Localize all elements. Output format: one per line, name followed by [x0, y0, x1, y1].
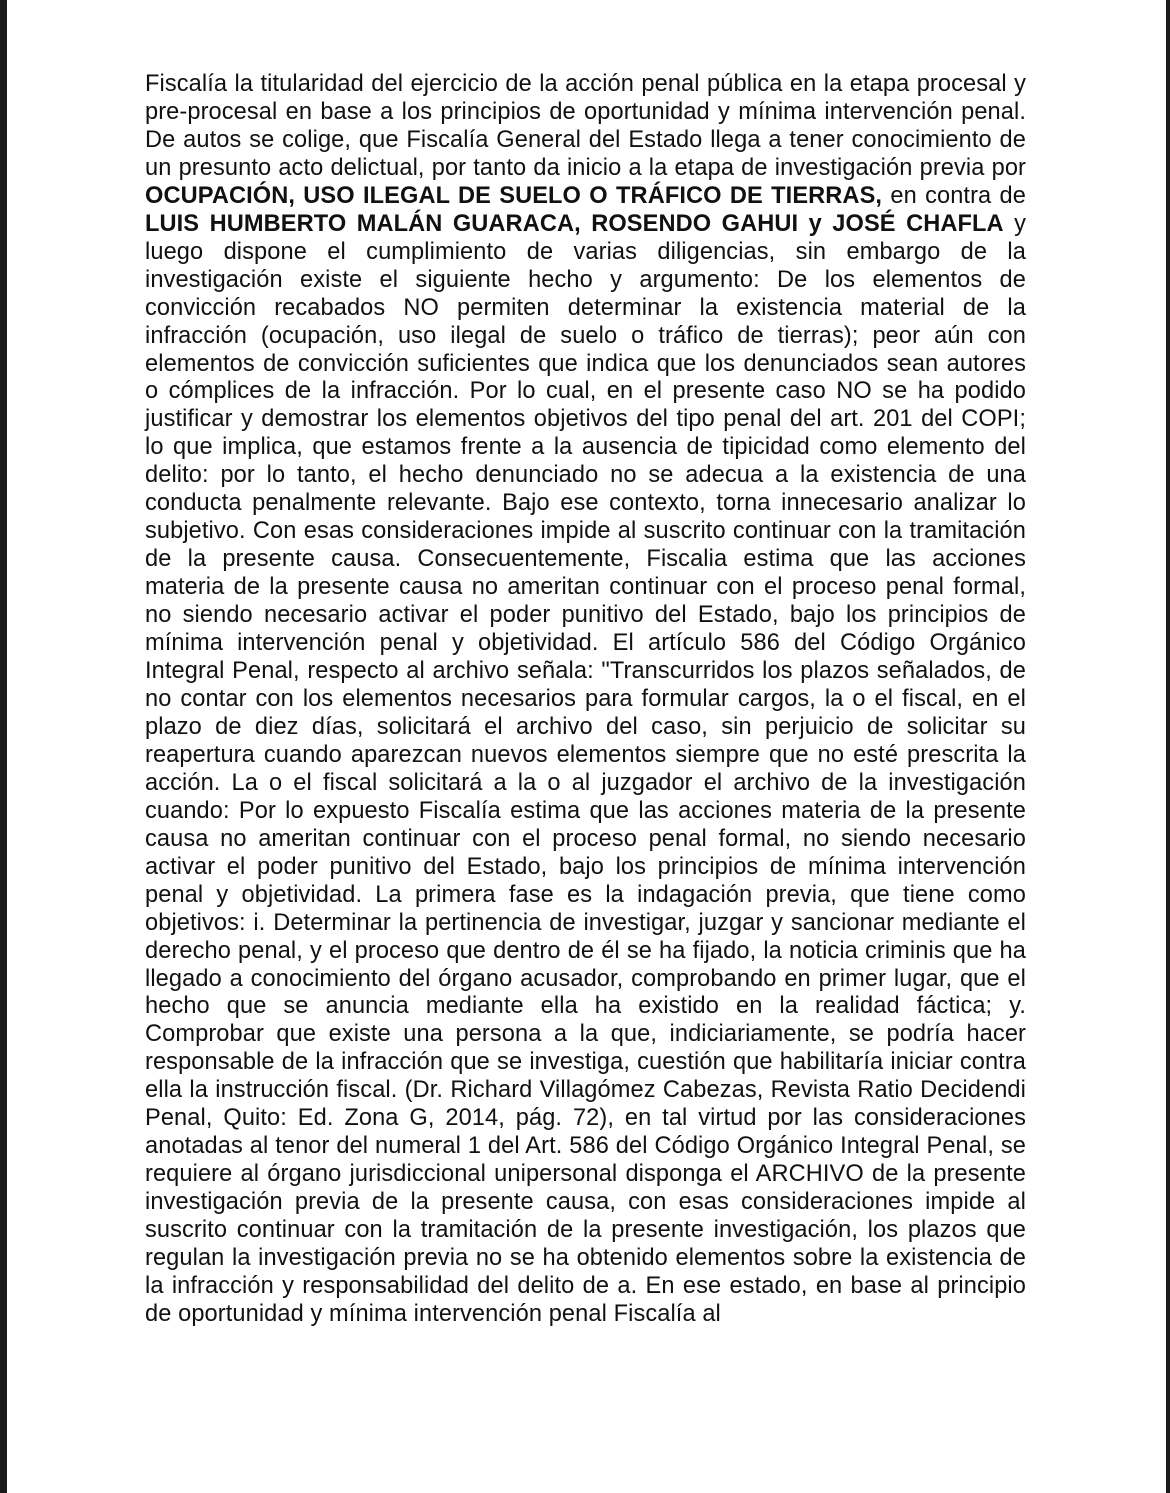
page-edge-right — [1166, 0, 1170, 1493]
accused-names-bold: LUIS HUMBERTO MALÁN GUARACA, ROSENDO GAHUI y JOSÉ CHAFLA — [145, 210, 1004, 237]
page-edge-left — [0, 0, 7, 1493]
paragraph-text-body: y luego dispone el cumplimiento de varias diligencias, sin embargo de la investigación existe el siguiente hecho y argumento: De los elementos de convicción recabados NO permiten determinar la existencia material de la infracción (ocupación, uso ilegal de suelo o tráfico de tierras); peor aún con elementos de convicción suficientes que indica que los denunciados sean autores o cómplices de la infracción. Por lo cual, en el presente caso NO se ha podido justificar y demostrar los elementos objetivos del tipo penal del art. 201 del COPI; lo que implica, que estamos frente a la ausencia de tipicidad como elemento del delito: por lo tanto, el hecho denunciado no se adecua a la existencia de una conducta penalmente relevante. Bajo ese contexto, torna innecesario analizar lo subjetivo. Con esas consideraciones impide al suscrito continuar con la tramitación de la presente causa. Consecuentemente, Fiscalia estima que las acciones materia de la presente causa no ameritan continuar con el proceso penal formal, no siendo necesario activar el poder punitivo del Estado, bajo los principios de mínima intervención penal y objetividad. El artículo 586 del Código Orgánico Integral Penal, respecto al archivo señala: "Transcurridos los plazos señalados, de no contar con los elementos necesarios para formular cargos, la o el fiscal, en el plazo de diez días, solicitará el archivo del caso, sin perjuicio de solicitar su reapertura cuando aparezcan nuevos elementos siempre que no esté prescrita la acción. La o el fiscal solicitará a la o al juzgador el archivo de la investigación cuando: Por lo expuesto Fiscalía estima que las acciones materia de la presente causa no ameritan continuar con el proceso penal formal, no siendo necesario activar el poder punitivo del Estado, bajo los principios de mínima intervención penal y objetividad. La primera fase es la indagación previa, que tiene como objetivos: i. Determinar la pertinencia de investigar, juzgar y sancionar mediante el derecho penal, y el proceso que dentro de él se ha fijado, la noticia criminis que ha llegado a conocimiento del órgano acusador, comprobando en primer lugar, que el hecho que se anuncia mediante ella ha existido en la realidad fáctica; y. Comprobar que existe una persona a la que, indiciariamente, se podría hacer responsable de la infracción que se investiga, cuestión que habilitaría iniciar contra ella la instrucción fiscal. (Dr. Richard Villagómez Cabezas, Revista Ratio Decidendi Penal, Quito: Ed. Zona G, 2014, pág. 72), en tal virtud por las consideraciones anotadas al tenor del numeral 1 del Art. 586 del Código Orgánico Integral Penal, se requiere al órgano jurisdiccional unipersonal disponga el ARCHIVO de la presente investigación previa de la presente causa, con esas consideraciones impide al suscrito continuar con la tramitación de la presente investigación, los plazos que regulan la investigación previa no se ha obtenido elementos sobre la existencia de la infracción y responsabilidad del delito de a. En ese estado, en base al principio de oportunidad y mínima intervención penal Fiscalía al — [145, 210, 1026, 1327]
document-paragraph — [145, 71, 1026, 1329]
paragraph-text-against: en contra de — [882, 182, 1026, 209]
offense-name-bold: OCUPACIÓN, USO ILEGAL DE SUELO O TRÁFICO DE TIERRAS, — [145, 182, 883, 209]
paragraph-text-intro: Fiscalía la titularidad del ejercicio de la acción penal pública en la etapa procesal y pre-procesal en base a los principios de oportunidad y mínima intervención penal. De autos se colige, que Fiscalía General del Estado llega a tener conocimiento de un presunto acto delictual, por tanto da inicio a la etapa de investigación previa por — [145, 71, 1026, 181]
